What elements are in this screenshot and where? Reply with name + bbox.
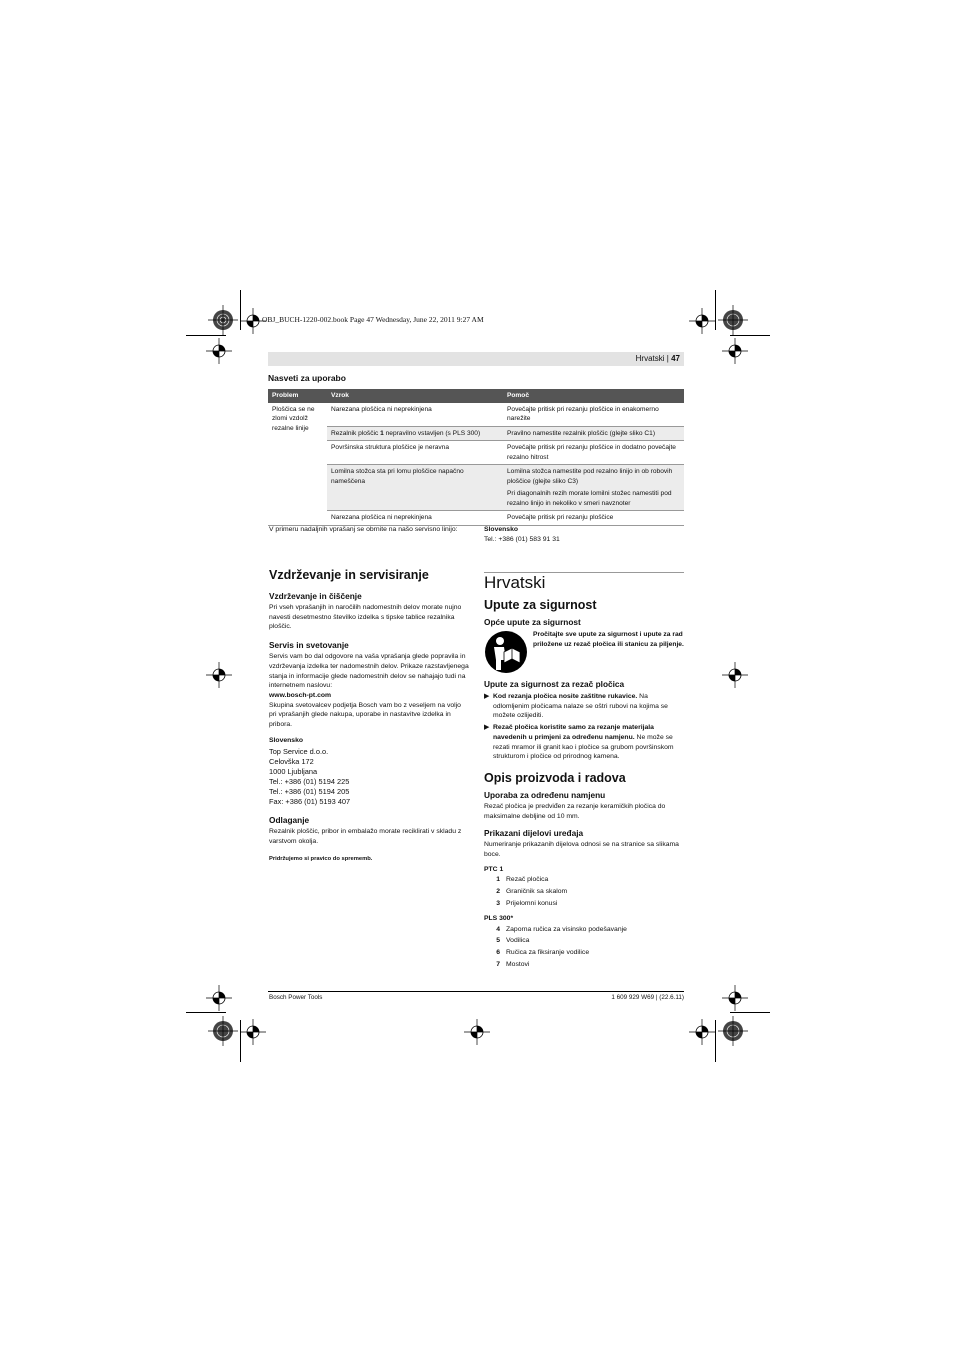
- footer-rule: [268, 991, 684, 992]
- table-header-row: [268, 389, 684, 403]
- change-note: Pridržujemo si pravico do sprememb.: [269, 855, 373, 862]
- read-manual-block: [484, 630, 684, 674]
- column-header: Problem: [268, 389, 327, 403]
- registration-target-icon: [208, 305, 238, 335]
- paragraph: Numeriranje prikazanih dijelova odnosi se na stranice sa slikama boce.: [484, 841, 679, 859]
- crop-mark: [730, 335, 770, 336]
- cause-cell: Površinska struktura ploščice je neravna: [327, 441, 503, 465]
- bullet-arrow-icon: ▶: [484, 693, 490, 700]
- bullet-item: ▶ Kod rezanja pločica nosite zaštitne rukavice. Na odlomljenim pločicama nalaze se oštri rubovi na kojima se možete ozlijediti.: [484, 693, 668, 720]
- header-separator: |: [666, 354, 669, 363]
- crosshair-icon: [722, 338, 748, 364]
- paragraph: Pri vseh vprašanjih in naročilih nadomestnih delov morate nujno navesti desetmestno številko izdelka s tipske tablice rezalnika ploščic.: [269, 604, 462, 631]
- crop-mark: [186, 1012, 226, 1013]
- header-language: Hrvatski: [635, 354, 665, 363]
- registration-target-icon: [718, 305, 748, 335]
- list-item: 4 Zaporna ručica za visinsko podešavanje: [496, 925, 627, 933]
- subsection-heading: Prikazani dijelovi uređaja: [484, 828, 584, 839]
- table-row: [268, 403, 684, 427]
- registration-target-icon: [718, 1016, 748, 1046]
- section-heading: Vzdrževanje in servisiranje: [269, 568, 429, 582]
- country-label: Slovensko: [269, 736, 303, 744]
- table-row: [268, 511, 684, 526]
- crosshair-icon: [206, 662, 232, 688]
- subsection-heading: Vzdrževanje in čiščenje: [269, 591, 362, 601]
- list-item: 3 Prijelomni konusi: [496, 900, 558, 908]
- table-row: [268, 465, 684, 511]
- remedy-cell: Pravilno namestite rezalnik ploščic (glejte sliko C1): [503, 426, 684, 441]
- language-title: Hrvatski: [484, 573, 546, 592]
- column-header: Vzrok: [327, 389, 503, 403]
- read-instructions-text: Pročitajte sve upute za sigurnost i upute za rad priložene uz rezač pločica ili stanicu za piljenje.: [533, 631, 684, 648]
- crop-mark: [715, 290, 716, 330]
- remedy-cell: Povečajte pritisk pri rezanju ploščice: [503, 511, 684, 526]
- crop-mark: [730, 1012, 770, 1013]
- tips-title: Nasveti za uporabo: [268, 373, 346, 383]
- crosshair-icon: [206, 338, 232, 364]
- subsection-heading: Uporaba za određenu namjenu: [484, 789, 606, 800]
- subsection-heading: Upute za sigurnost za rezač pločica: [484, 679, 625, 689]
- column-header: Pomoč: [503, 389, 684, 403]
- website-link[interactable]: www.bosch-pt.com: [269, 691, 332, 699]
- crosshair-icon: [206, 985, 232, 1011]
- cause-cell: Rezalnik ploščic 1 nepravilno vstavljen (s PLS 300): [327, 426, 503, 441]
- remedy-cell: Lomilna stožca namestite pod rezalno linijo in ob robovih ploščice (glejte sliko C3) Pri diagonalnih rezih morate lomilni stožec namestiti pod rezalno linijo in nekoliko v smeri navznoter: [503, 465, 684, 511]
- table-row: [268, 441, 684, 465]
- table-row: [268, 426, 684, 441]
- paragraph: Servis vam bo dal odgovore na vaša vprašanja glede popravila in vzdrževanja izdelka ter nadomestnih delov. Prikaze razstavljenega stanja in informacije glede nadomestnih delov se nahajajo tudi na internetnem naslovu:: [269, 653, 469, 690]
- paragraph: Rezalnik ploščic, pribor in embalažo morate reciklirati v skladu z varstvom okolja.: [269, 828, 462, 846]
- footer-code: 1 609 929 W69 | (22.6.11): [611, 994, 684, 1001]
- remedy-cell: Povečajte pritisk pri rezanju ploščice in dodatno povečajte rezalno hitrost: [503, 441, 684, 465]
- registration-target-icon: [208, 1016, 238, 1046]
- cause-cell: Narezana ploščica ni neprekinjena: [327, 403, 503, 427]
- crosshair-icon: [689, 308, 715, 334]
- left-column: [269, 568, 469, 865]
- list-item: 6 Ručica za fiksiranje vodilice: [496, 949, 590, 957]
- model-label: PTC 1: [484, 865, 504, 873]
- cause-cell: Narezana ploščica ni neprekinjena: [327, 511, 503, 526]
- page-number: 47: [671, 354, 680, 363]
- crosshair-icon: [689, 1019, 715, 1045]
- footer-brand: Bosch Power Tools: [269, 994, 323, 1001]
- subsection-heading: Odlaganje: [269, 815, 310, 826]
- troubleshooting-table: [268, 389, 684, 526]
- service-contact: Slovensko Tel.: +386 (01) 583 91 31: [484, 526, 560, 543]
- paragraph: Rezač pločica je predviđen za rezanje keramičkih pločica do maksimalne debljine od 10 mm.: [484, 802, 666, 820]
- problem-cell: Ploščica se ne zlomi vzdolž rezalne linije: [268, 403, 327, 526]
- subsection-heading: Opće upute za sigurnost: [484, 617, 581, 627]
- crosshair-icon: [240, 1019, 266, 1045]
- paragraph: Skupina svetovalcev podjetja Bosch vam bo z veseljem na voljo pri vprašanjih glede nakupa, uporabe in nastavitve izdelka in pribora.: [269, 701, 461, 729]
- subsection-heading: Servis in svetovanje: [269, 640, 349, 651]
- section-heading: Upute za sigurnost: [484, 598, 597, 612]
- list-item: 7 Mostovi: [496, 960, 530, 968]
- list-item: 5 Vodilica: [496, 937, 530, 945]
- cause-cell: Lomilna stožca sta pri lomu ploščice napačno nameščena: [327, 465, 503, 511]
- model-label: PLS 300*: [484, 914, 514, 922]
- address-block: Top Service d.o.o. Celovška 172 1000 Ljubljana Tel.: +386 (01) 5194 225 Tel.: +386 (01) 5194 205 Fax: +386 (01) 5193 407: [269, 747, 351, 807]
- page-header: [268, 352, 684, 366]
- remedy-cell: Povečajte pritisk pri rezanju ploščice in enakomerno narežite: [503, 403, 684, 427]
- section-heading: Opis proizvoda i radova: [484, 770, 626, 785]
- bullet-arrow-icon: ▶: [484, 724, 490, 732]
- list-item: 2 Graničnik sa skalom: [496, 888, 568, 896]
- service-note: V primeru nadaljnih vprašanj se obrnite na našo servisno linijo:: [269, 526, 458, 533]
- crosshair-icon: [722, 662, 748, 688]
- crosshair-icon: [722, 985, 748, 1011]
- crop-mark: [186, 335, 226, 336]
- read-manual-icon: [484, 630, 528, 674]
- crosshair-icon: [464, 1019, 490, 1045]
- list-item: 1 Rezač pločica: [496, 876, 549, 884]
- parts-list: [484, 874, 684, 909]
- print-info: OBJ_BUCH-1220-002.book Page 47 Wednesday, June 22, 2011 9:27 AM: [262, 315, 484, 324]
- right-column: [484, 573, 684, 971]
- parts-list: [484, 924, 684, 971]
- crop-mark: [715, 1020, 716, 1062]
- bullet-item: ▶ Rezač pločica koristite samo za rezanje materijala navedenih u primjeni za određenu namjenu. Ne može se rezati mramor ili granit kao i pločice sa grubom površinskom strukturom i pločice od prirodnog kamena.: [484, 724, 674, 761]
